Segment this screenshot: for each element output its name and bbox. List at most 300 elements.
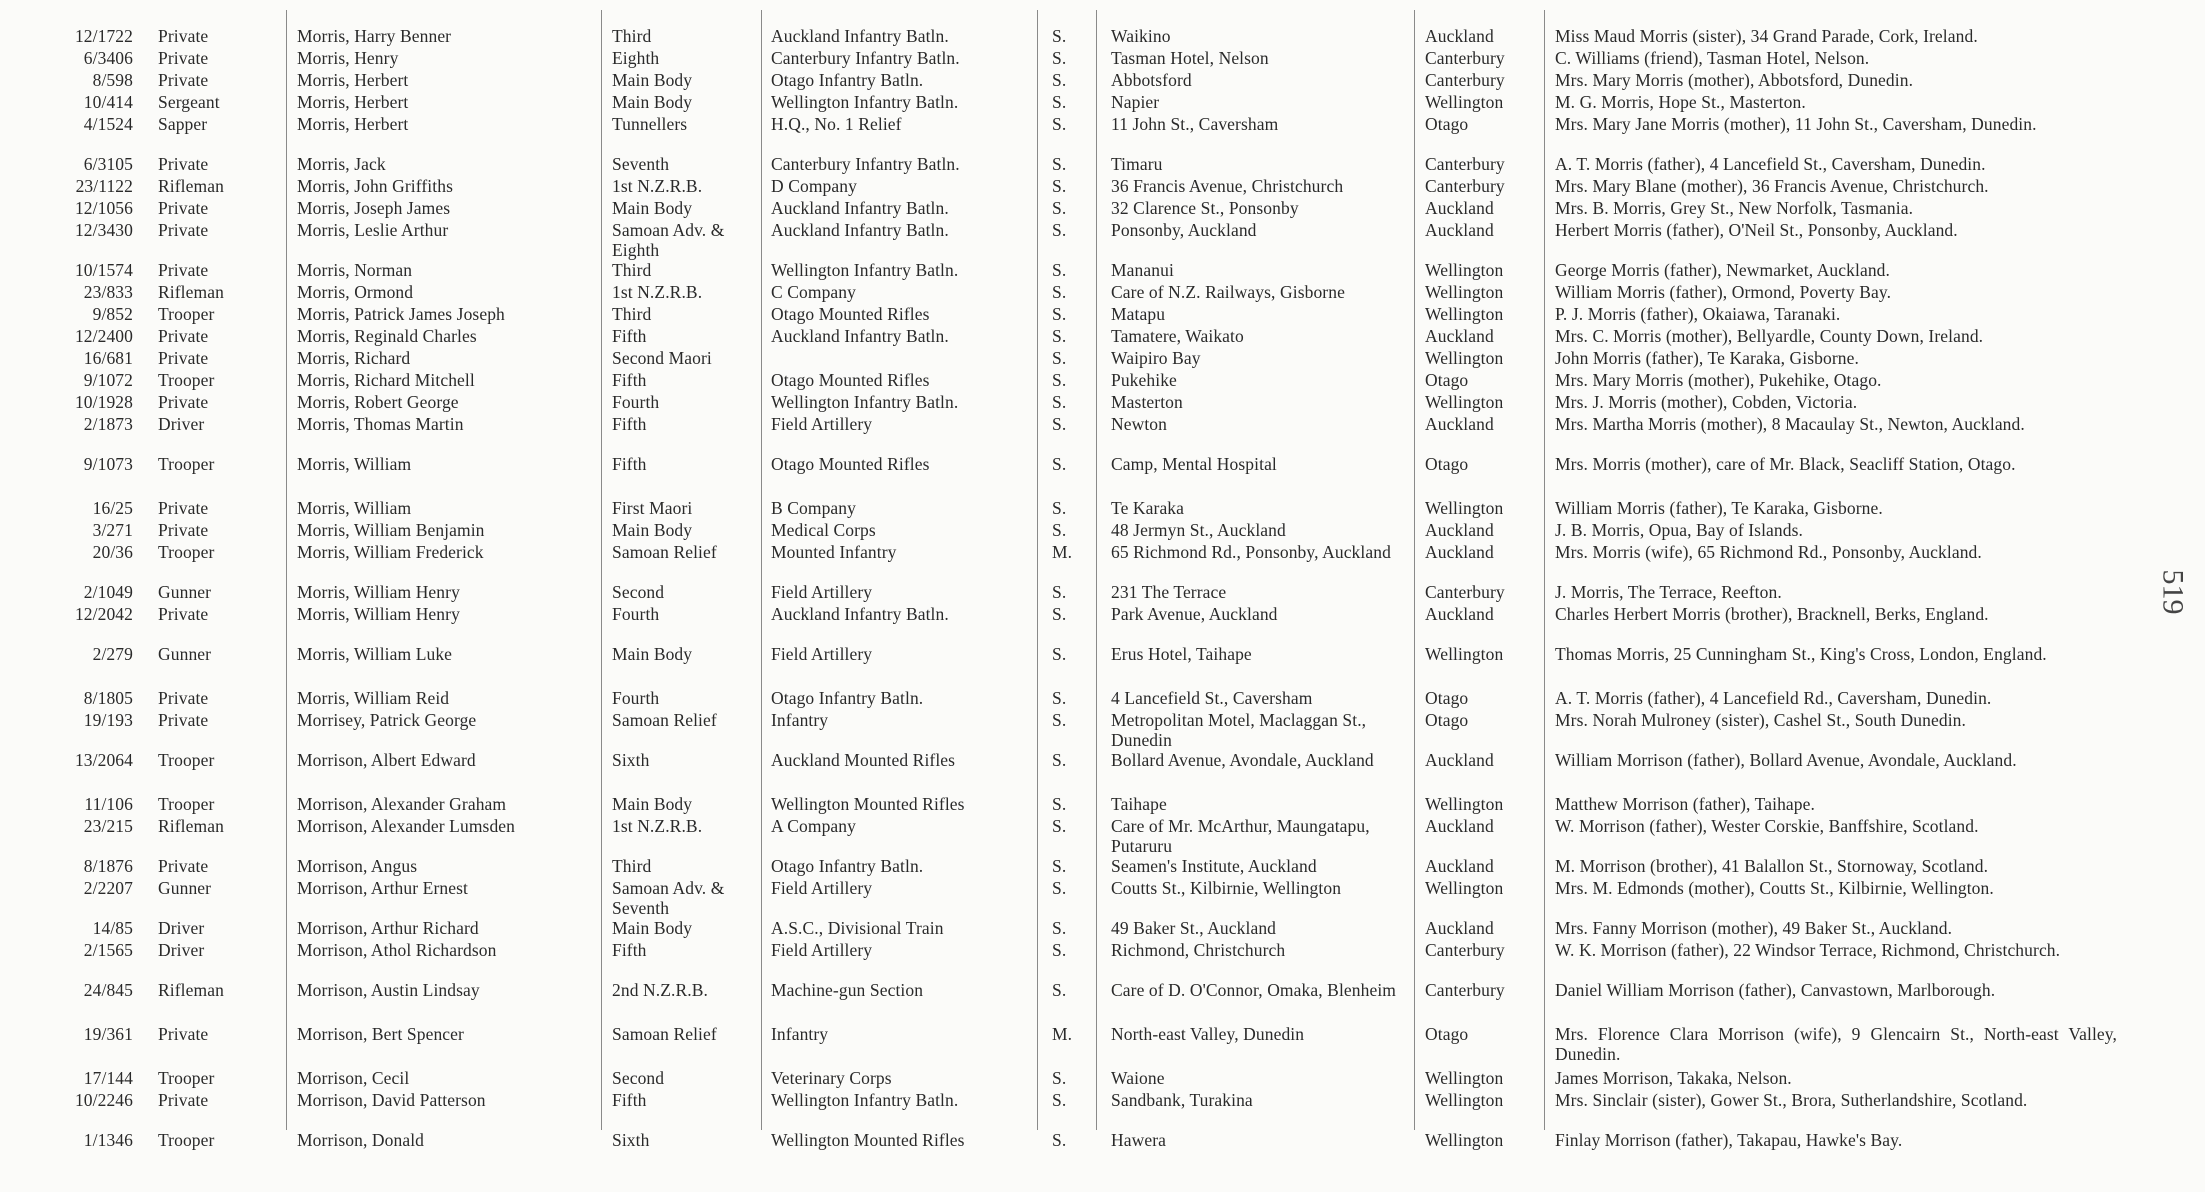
status-cell: S. [1052,750,1067,770]
draft-cell: Sixth [612,1130,650,1150]
column-rule [601,10,602,1130]
draft-cell: Main Body [612,92,693,112]
status-cell: M. [1052,542,1073,562]
unit-cell: Otago Mounted Rifles [771,454,930,474]
unit-cell: Auckland Mounted Rifles [771,750,956,770]
next-of-kin-cell: Mrs. Norah Mulroney (sister), Cashel St., South Dunedin. [1555,710,1966,730]
rank-cell: Private [158,856,209,876]
column-rule [1096,10,1097,1130]
draft-cell: Samoan Relief [612,710,717,730]
unit-cell: Field Artillery [771,644,873,664]
address-cell: Waikino [1111,26,1171,46]
address-cell: 32 Clarence St., Ponsonby [1111,198,1299,218]
unit-cell: A Company [771,816,856,836]
unit-cell: Infantry [771,1024,829,1044]
draft-cell: Second [612,582,665,602]
status-cell: S. [1052,582,1067,602]
district-cell: Otago [1425,1024,1469,1044]
address-cell: Waione [1111,1068,1165,1088]
status-cell: S. [1052,1130,1067,1150]
next-of-kin-cell: J. Morris, The Terrace, Reefton. [1555,582,1782,602]
district-cell: Wellington [1425,304,1504,324]
address-cell: Masterton [1111,392,1183,412]
draft-cell: Fourth [612,688,660,708]
address-cell: Coutts St., Kilbirnie, Wellington [1111,878,1342,898]
name-cell: Morrison, Austin Lindsay [297,980,480,1000]
name-cell: Morris, Norman [297,260,413,280]
address-cell: 231 The Terrace [1111,582,1227,602]
district-cell: Wellington [1425,92,1504,112]
row-number: 10/1928 [74,392,133,412]
draft-cell: Tunnellers [612,114,688,134]
name-cell: Morris, William Luke [297,644,453,664]
district-cell: Auckland [1425,26,1494,46]
row-number: 23/1122 [75,176,133,196]
draft-cell: Main Body [612,794,693,814]
name-cell: Morris, Herbert [297,92,409,112]
next-of-kin-cell: John Morris (father), Te Karaka, Gisborne. [1555,348,1859,368]
unit-cell: Wellington Infantry Batln. [771,260,959,280]
name-cell: Morris, Richard Mitchell [297,370,475,390]
name-cell: Morris, Patrick James Joseph [297,304,505,324]
status-cell: S. [1052,198,1067,218]
rank-cell: Driver [158,918,205,938]
address-cell: Te Karaka [1111,498,1185,518]
status-cell: S. [1052,940,1067,960]
name-cell: Morris, William [297,498,412,518]
district-cell: Auckland [1425,520,1494,540]
unit-cell: Wellington Infantry Batln. [771,392,959,412]
draft-cell: Main Body [612,918,693,938]
draft-cell: Fifth [612,414,647,434]
column-rule [286,10,287,1130]
address-cell: Sandbank, Turakina [1111,1090,1253,1110]
row-number: 2/1565 [83,940,133,960]
district-cell: Wellington [1425,1068,1504,1088]
district-cell: Canterbury [1425,582,1505,602]
rank-cell: Gunner [158,878,212,898]
unit-cell: Otago Infantry Batln. [771,70,924,90]
row-number: 9/1073 [83,454,133,474]
row-number: 4/1524 [83,114,133,134]
address-cell: Hawera [1111,1130,1167,1150]
page-number: 519 [2156,569,2190,615]
draft-cell: Fifth [612,454,647,474]
row-number: 23/833 [83,282,133,302]
next-of-kin-cell: Mrs. Martha Morris (mother), 8 Macaulay St., Newton, Auckland. [1555,414,2025,434]
next-of-kin-cell: P. J. Morris (father), Okaiawa, Taranaki. [1555,304,1841,324]
status-cell: S. [1052,176,1067,196]
name-cell: Morris, Richard [297,348,411,368]
next-of-kin-cell: Mrs. Morris (mother), care of Mr. Black, Seacliff Station, Otago. [1555,454,2016,474]
address-cell: Richmond, Christchurch [1111,940,1286,960]
district-cell: Otago [1425,454,1469,474]
row-number: 10/2246 [74,1090,133,1110]
name-cell: Morrison, Arthur Richard [297,918,479,938]
row-number: 16/681 [83,348,133,368]
district-cell: Wellington [1425,644,1504,664]
draft-cell: 1st N.Z.R.B. [612,282,703,302]
name-cell: Morris, Henry [297,48,399,68]
unit-cell: Wellington Infantry Batln. [771,92,959,112]
next-of-kin-cell: M. G. Morris, Hope St., Masterton. [1555,92,1806,112]
draft-cell: Samoan Relief [612,1024,717,1044]
name-cell: Morris, Reginald Charles [297,326,477,346]
row-number: 23/215 [83,816,133,836]
next-of-kin-cell: Matthew Morrison (father), Taihape. [1555,794,1815,814]
row-number: 2/1873 [83,414,133,434]
row-number: 12/3430 [74,220,133,240]
next-of-kin-cell: Mrs. J. Morris (mother), Cobden, Victoria. [1555,392,1858,412]
next-of-kin-cell: Mrs. Sinclair (sister), Gower St., Brora, Sutherlandshire, Scotland. [1555,1090,2028,1110]
address-cell: Newton [1111,414,1168,434]
status-cell: S. [1052,282,1067,302]
status-cell: S. [1052,260,1067,280]
row-number: 9/852 [92,304,133,324]
rank-cell: Gunner [158,644,212,664]
next-of-kin-cell: W. K. Morrison (father), 22 Windsor Terrace, Richmond, Christchurch. [1555,940,2061,960]
next-of-kin-cell: Mrs. Mary Morris (mother), Abbotsford, Dunedin. [1555,70,1914,90]
row-number: 16/25 [92,498,133,518]
draft-cell: Fifth [612,940,647,960]
district-cell: Auckland [1425,326,1494,346]
name-cell: Morris, Jack [297,154,386,174]
unit-cell: Wellington Infantry Batln. [771,1090,959,1110]
rank-cell: Sergeant [158,92,220,112]
status-cell: S. [1052,48,1067,68]
row-number: 17/144 [83,1068,133,1088]
row-number: 12/2042 [74,604,133,624]
name-cell: Morrisey, Patrick George [297,710,477,730]
address-cell: Camp, Mental Hospital [1111,454,1277,474]
address-cell: Pukehike [1111,370,1177,390]
address-cell: Care of D. O'Connor, Omaka, Blenheim [1111,980,1397,1000]
unit-cell: Field Artillery [771,414,873,434]
draft-cell: Sixth [612,750,650,770]
status-cell: S. [1052,710,1067,730]
row-number: 10/1574 [74,260,133,280]
row-number: 10/414 [83,92,133,112]
next-of-kin-cell: Mrs. M. Edmonds (mother), Coutts St., Kilbirnie, Wellington. [1555,878,1994,898]
district-cell: Auckland [1425,604,1494,624]
rank-cell: Rifleman [158,816,224,836]
unit-cell: Auckland Infantry Batln. [771,604,949,624]
rank-cell: Private [158,48,209,68]
draft-cell: Samoan Adv. & Eighth [612,220,725,260]
next-of-kin-cell: Mrs. B. Morris, Grey St., New Norfolk, Tasmania. [1555,198,1914,218]
draft-cell: Eighth [612,48,660,68]
rank-cell: Private [158,710,209,730]
rank-cell: Private [158,688,209,708]
row-number: 12/1056 [74,198,133,218]
next-of-kin-cell: Herbert Morris (father), O'Neil St., Ponsonby, Auckland. [1555,220,1958,240]
row-number: 14/85 [92,918,133,938]
address-cell: Mananui [1111,260,1174,280]
next-of-kin-cell: C. Williams (friend), Tasman Hotel, Nelson. [1555,48,1870,68]
row-number: 24/845 [83,980,133,1000]
rank-cell: Private [158,260,209,280]
district-cell: Wellington [1425,392,1504,412]
name-cell: Morris, Herbert [297,114,409,134]
district-cell: Canterbury [1425,940,1505,960]
row-number: 2/2207 [83,878,133,898]
rank-cell: Trooper [158,1068,215,1088]
district-cell: Wellington [1425,260,1504,280]
row-number: 9/1072 [83,370,133,390]
unit-cell: Canterbury Infantry Batln. [771,48,960,68]
unit-cell: C Company [771,282,856,302]
district-cell: Wellington [1425,348,1504,368]
unit-cell: Veterinary Corps [771,1068,892,1088]
address-cell: 4 Lancefield St., Caversham [1111,688,1313,708]
district-cell: Wellington [1425,794,1504,814]
rank-cell: Sapper [158,114,208,134]
name-cell: Morris, William Henry [297,604,460,624]
address-cell: Timaru [1111,154,1163,174]
district-cell: Auckland [1425,220,1494,240]
next-of-kin-cell: Mrs. Fanny Morrison (mother), 49 Baker St., Auckland. [1555,918,1953,938]
draft-cell: Third [612,856,652,876]
address-cell: Erus Hotel, Taihape [1111,644,1252,664]
district-cell: Canterbury [1425,48,1505,68]
status-cell: S. [1052,326,1067,346]
status-cell: S. [1052,154,1067,174]
rank-cell: Driver [158,940,205,960]
address-cell: Care of Mr. McArthur, Maungatapu, Putaruru [1111,816,1370,856]
draft-cell: Third [612,304,652,324]
address-cell: Tasman Hotel, Nelson [1111,48,1269,68]
rank-cell: Private [158,604,209,624]
status-cell: S. [1052,414,1067,434]
next-of-kin-cell: A. T. Morris (father), 4 Lancefield Rd., Caversham, Dunedin. [1555,688,1992,708]
status-cell: S. [1052,856,1067,876]
column-rule [1037,10,1038,1130]
rank-cell: Trooper [158,542,215,562]
name-cell: Morrison, Arthur Ernest [297,878,468,898]
row-number: 3/271 [92,520,133,540]
name-cell: Morrison, Alexander Lumsden [297,816,516,836]
next-of-kin-cell: Thomas Morris, 25 Cunningham St., King's Cross, London, England. [1555,644,2047,664]
draft-cell: 1st N.Z.R.B. [612,816,703,836]
row-number: 19/193 [83,710,133,730]
address-cell: Metropolitan Motel, Maclaggan St., Dunedin [1111,710,1367,750]
column-rule [1414,10,1415,1130]
row-number: 1/1346 [83,1130,133,1150]
draft-cell: Main Body [612,520,693,540]
address-cell: Park Avenue, Auckland [1111,604,1278,624]
address-cell: Bollard Avenue, Avondale, Auckland [1111,750,1374,770]
next-of-kin-cell: Mrs. C. Morris (mother), Bellyardle, County Down, Ireland. [1555,326,1984,346]
row-number: 6/3406 [83,48,133,68]
status-cell: S. [1052,980,1067,1000]
unit-cell: Auckland Infantry Batln. [771,220,949,240]
draft-cell: Samoan Relief [612,542,717,562]
name-cell: Morris, Robert George [297,392,459,412]
district-cell: Otago [1425,710,1469,730]
unit-cell: Mounted Infantry [771,542,897,562]
district-cell: Canterbury [1425,980,1505,1000]
next-of-kin-cell: Miss Maud Morris (sister), 34 Grand Parade, Cork, Ireland. [1555,26,1978,46]
name-cell: Morris, Joseph James [297,198,451,218]
address-cell: 65 Richmond Rd., Ponsonby, Auckland [1111,542,1391,562]
name-cell: Morrison, Donald [297,1130,425,1150]
district-cell: Otago [1425,688,1469,708]
district-cell: Auckland [1425,816,1494,836]
status-cell: S. [1052,794,1067,814]
draft-cell: Main Body [612,198,693,218]
rank-cell: Trooper [158,304,215,324]
address-cell: Waipiro Bay [1111,348,1201,368]
name-cell: Morrison, Bert Spencer [297,1024,464,1044]
name-cell: Morris, William Reid [297,688,450,708]
address-cell: 48 Jermyn St., Auckland [1111,520,1286,540]
rank-cell: Driver [158,414,205,434]
unit-cell: Field Artillery [771,940,873,960]
status-cell: S. [1052,918,1067,938]
district-cell: Otago [1425,114,1469,134]
draft-cell: Main Body [612,70,693,90]
name-cell: Morrison, Albert Edward [297,750,476,770]
status-cell: S. [1052,498,1067,518]
name-cell: Morris, William [297,454,412,474]
status-cell: S. [1052,816,1067,836]
name-cell: Morrison, Athol Richardson [297,940,497,960]
row-number: 8/1876 [83,856,133,876]
unit-cell: Medical Corps [771,520,876,540]
address-cell: Abbotsford [1111,70,1192,90]
name-cell: Morris, William Benjamin [297,520,485,540]
name-cell: Morris, Harry Benner [297,26,452,46]
unit-cell: H.Q., No. 1 Relief [771,114,902,134]
address-cell: Napier [1111,92,1160,112]
next-of-kin-cell: Mrs. Mary Blane (mother), 36 Francis Avenue, Christchurch. [1555,176,1989,196]
rank-cell: Private [158,392,209,412]
draft-cell: Fifth [612,370,647,390]
name-cell: Morris, Ormond [297,282,414,302]
column-rule [1544,10,1545,1130]
unit-cell: Machine-gun Section [771,980,924,1000]
next-of-kin-cell: William Morris (father), Ormond, Poverty Bay. [1555,282,1892,302]
status-cell: S. [1052,878,1067,898]
address-cell: Taihape [1111,794,1167,814]
status-cell: S. [1052,220,1067,240]
rank-cell: Trooper [158,1130,215,1150]
unit-cell: A.S.C., Divisional Train [771,918,944,938]
next-of-kin-cell: Mrs. Morris (wife), 65 Richmond Rd., Ponsonby, Auckland. [1555,542,1982,562]
address-cell: Ponsonby, Auckland [1111,220,1257,240]
rank-cell: Private [158,26,209,46]
name-cell: Morrison, David Patterson [297,1090,486,1110]
next-of-kin-cell: A. T. Morris (father), 4 Lancefield St., Caversham, Dunedin. [1555,154,1986,174]
status-cell: S. [1052,1090,1067,1110]
draft-cell: 2nd N.Z.R.B. [612,980,708,1000]
unit-cell: Otago Infantry Batln. [771,856,924,876]
next-of-kin-cell: Daniel William Morrison (father), Canvastown, Marlborough. [1555,980,1996,1000]
address-cell: 36 Francis Avenue, Christchurch [1111,176,1344,196]
status-cell: S. [1052,348,1067,368]
address-cell: Seamen's Institute, Auckland [1111,856,1317,876]
district-cell: Canterbury [1425,70,1505,90]
draft-cell: Third [612,260,652,280]
draft-cell: Second Maori [612,348,712,368]
rank-cell: Private [158,70,209,90]
district-cell: Canterbury [1425,176,1505,196]
status-cell: S. [1052,26,1067,46]
draft-cell: First Maori [612,498,693,518]
status-cell: S. [1052,392,1067,412]
next-of-kin-cell: Finlay Morrison (father), Takapau, Hawke's Bay. [1555,1130,1903,1150]
unit-cell: Field Artillery [771,878,873,898]
rank-cell: Trooper [158,454,215,474]
rank-cell: Private [158,220,209,240]
draft-cell: Fourth [612,604,660,624]
draft-cell: Samoan Adv. & Seventh [612,878,725,918]
rank-cell: Rifleman [158,282,224,302]
row-number: 6/3105 [83,154,133,174]
unit-cell: Wellington Mounted Rifles [771,794,965,814]
rank-cell: Private [158,1090,209,1110]
next-of-kin-cell: W. Morrison (father), Wester Corskie, Banffshire, Scotland. [1555,816,1979,836]
unit-cell: D Company [771,176,857,196]
unit-cell: Auckland Infantry Batln. [771,26,949,46]
address-cell: Tamatere, Waikato [1111,326,1244,346]
draft-cell: Seventh [612,154,670,174]
status-cell: S. [1052,520,1067,540]
draft-cell: Fifth [612,1090,647,1110]
name-cell: Morris, Thomas Martin [297,414,464,434]
district-cell: Auckland [1425,414,1494,434]
row-number: 13/2064 [74,750,133,770]
row-number: 12/2400 [74,326,133,346]
unit-cell: Otago Mounted Rifles [771,304,930,324]
draft-cell: Second [612,1068,665,1088]
unit-cell: Canterbury Infantry Batln. [771,154,960,174]
rank-cell: Gunner [158,582,212,602]
status-cell: S. [1052,644,1067,664]
status-cell: S. [1052,604,1067,624]
status-cell: S. [1052,454,1067,474]
next-of-kin-cell: George Morris (father), Newmarket, Auckland. [1555,260,1891,280]
next-of-kin-cell: James Morrison, Takaka, Nelson. [1555,1068,1792,1088]
district-cell: Auckland [1425,198,1494,218]
name-cell: Morris, John Griffiths [297,176,453,196]
unit-cell: Otago Infantry Batln. [771,688,924,708]
status-cell: S. [1052,70,1067,90]
row-number: 8/1805 [83,688,133,708]
row-number: 19/361 [83,1024,133,1044]
draft-cell: Main Body [612,644,693,664]
row-number: 20/36 [92,542,133,562]
next-of-kin-cell: J. B. Morris, Opua, Bay of Islands. [1555,520,1803,540]
address-cell: North-east Valley, Dunedin [1111,1024,1305,1044]
row-number: 8/598 [92,70,133,90]
next-of-kin-cell: M. Morrison (brother), 41 Balallon St., Stornoway, Scotland. [1555,856,1989,876]
draft-cell: Fifth [612,326,647,346]
status-cell: S. [1052,370,1067,390]
draft-cell: Third [612,26,652,46]
next-of-kin-cell: William Morris (father), Te Karaka, Gisborne. [1555,498,1883,518]
rank-cell: Private [158,520,209,540]
district-cell: Wellington [1425,1130,1504,1150]
unit-cell: Auckland Infantry Batln. [771,198,949,218]
district-cell: Wellington [1425,1090,1504,1110]
row-number: 2/1049 [83,582,133,602]
district-cell: Auckland [1425,542,1494,562]
next-of-kin-cell: Mrs. Florence Clara Morrison (wife), 9 Glencairn St., North-east Valley, Dunedin. [1555,1024,2117,1064]
district-cell: Canterbury [1425,154,1505,174]
unit-cell: B Company [771,498,856,518]
rank-cell: Private [158,1024,209,1044]
